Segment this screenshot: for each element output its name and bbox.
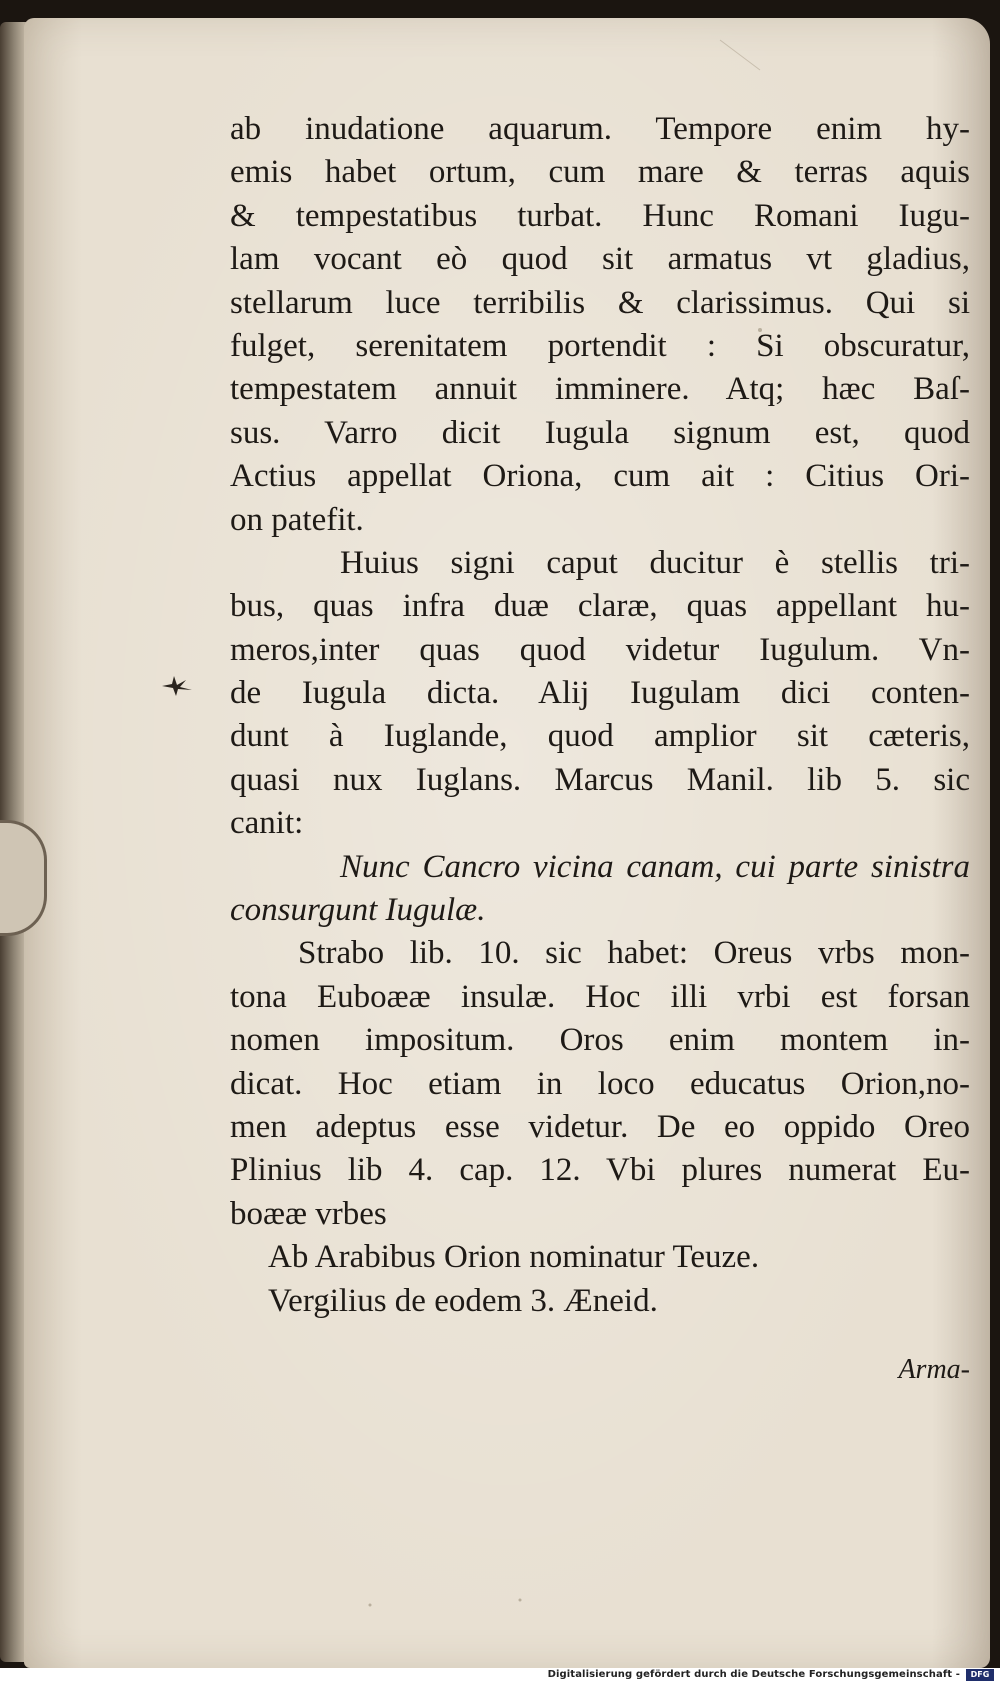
text-line: ab inudatione aquarum. Tempore enim hy- [230,111,970,147]
text-line: nomen impositum. Oros enim montem in- [230,1022,970,1059]
text-line: bus, quas infra duæ claræ, quas appellant hu- [230,588,970,625]
text-line: Ab Arabibus Orion nominatur Teuze. [268,1239,760,1276]
marginal-mark-icon [160,672,194,698]
footer-credit: Digitalisierung gefördert durch die Deutsche Forschungsgemeinschaft - [547,1669,960,1680]
text-line: Huius signi caput ducitur è stellis tri- [340,544,970,581]
text-line: on patefit. [230,501,364,538]
page-text [230,108,970,1323]
text-line: sus. Varro dicit Iugula signum est, quod [230,414,970,451]
text-line: boææ vrbes [230,1195,387,1232]
text-line: de Iugula dicta. Alij Iugulam dici conten- [230,675,970,712]
text-line: Vergilius de eodem 3. Æneid. [268,1282,658,1319]
text-line: tona Euboææ insulæ. Hoc illi vrbi est forsan [230,978,970,1015]
dfg-logo-icon: DFG [966,1669,994,1681]
text-line: fulget, serenitatem portendit : Si obscuratur, [230,327,970,364]
text-line: dunt à Iuglande, quod amplior sit cæteris, [230,718,970,755]
text-line: Plinius lib 4. cap. 12. Vbi plures numerat Eu- [230,1152,970,1189]
text-line: dicat. Hoc etiam in loco educatus Orion,no- [230,1065,970,1102]
text-line: men adeptus esse videtur. De eo oppido Oreo [230,1108,970,1145]
verse-line: Nunc Cancro vicina canam, cui parte sinistra [340,848,970,885]
text-line: Strabo lib. 10. sic habet: Oreus vrbs mon- [298,935,970,972]
text-line: Actius appellat Oriona, cum ait : Citius Ori- [230,458,970,495]
catchword: Arma- [898,1354,970,1385]
text-line: lam vocant eò quod sit armatus vt gladius, [230,241,970,278]
text-line: quasi nux Iuglans. Marcus Manil. lib 5. sic [230,761,970,798]
text-line: emis habet ortum, cum mare & terras aquis [230,154,970,191]
text-line: tempestatem annuit imminere. Atq; hæc Baſ- [230,371,970,408]
verse-line: consurgunt Iugulæ. [230,892,486,929]
text-line: meros,inter quas quod videtur Iugulum. Vn- [230,631,970,668]
text-line: & tempestatibus turbat. Hunc Romani Iugu- [230,197,970,234]
text-line: stellarum luce terribilis & clarissimus. Qui si [230,284,970,321]
text-line: canit: [230,805,304,842]
